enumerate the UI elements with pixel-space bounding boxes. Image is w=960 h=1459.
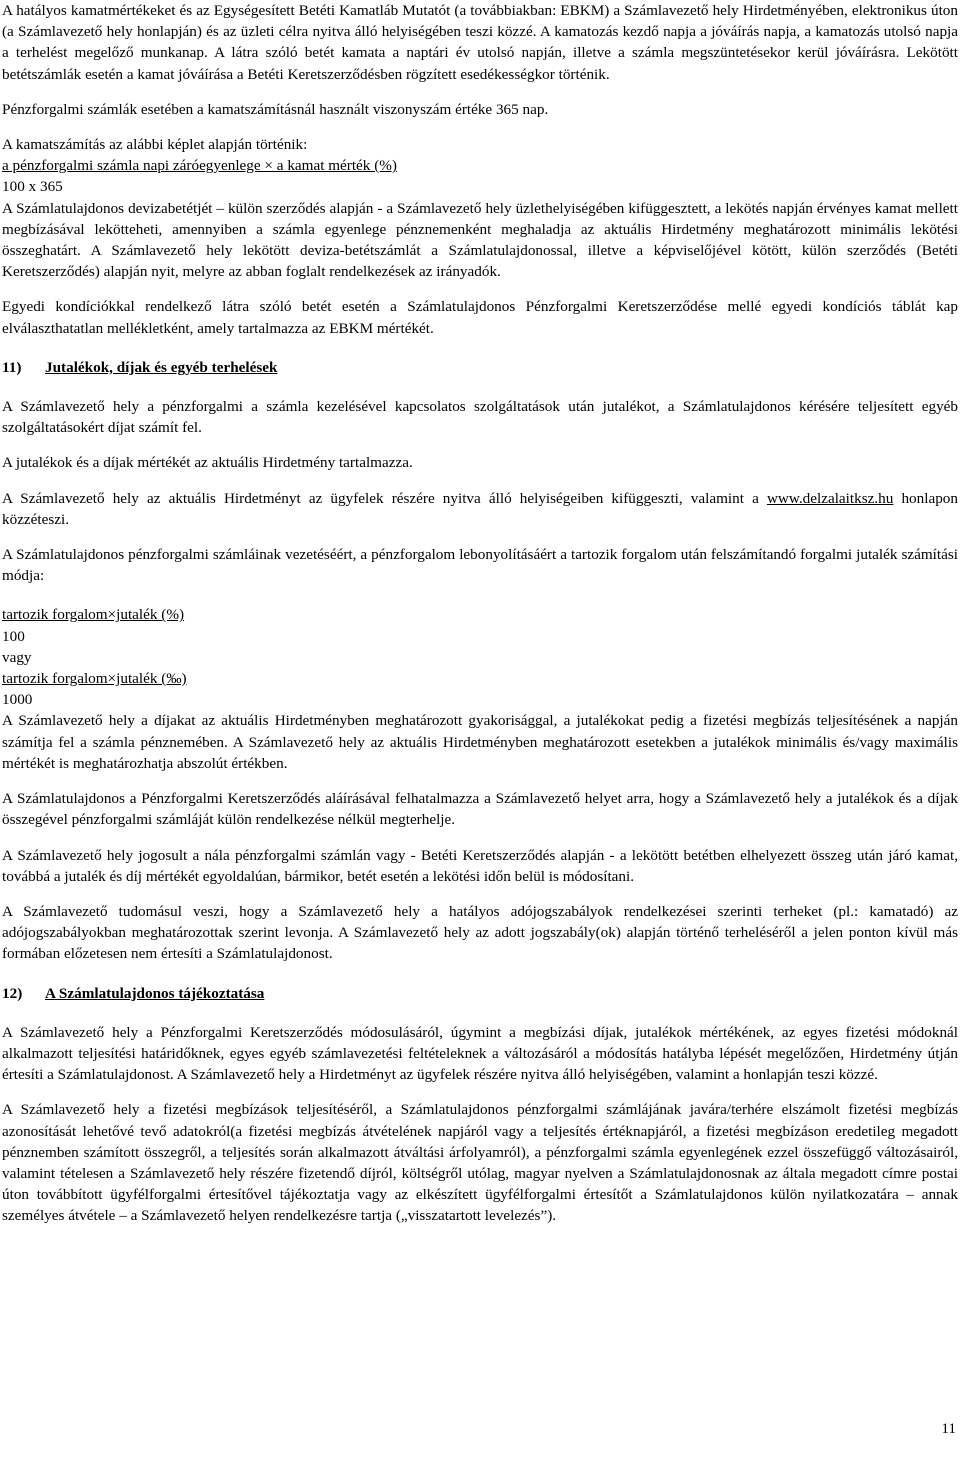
formula-line-100: 100 — [2, 627, 25, 645]
paragraph-fees-announcement: A jutalékok és a díjak mértékét az aktuális Hirdetmény tartalmazza. — [2, 454, 413, 472]
paragraph-authorization: A Számlatulajdonos a Pénzforgalmi Keretszerződés aláírásával felhatalmazza a Számlavezető helyet arra, hogy a Számlavezető hely a jutalékok és a díjak összegével pénzforgalmi számláját külön rendelkezése nélkül megterhelje. — [2, 790, 958, 829]
paragraph-statements: A Számlavezető hely a fizetési megbízások teljesítéséről, a Számlatulajdonos pénzforgalmi számlájának javára/terhére elszámolt fizetési megbízás azonosítását lehetővé tevő adatokról(a fizetési megbízás átvételének napjáról vagy a teljesítés értéknapjáról, a fizetési megbízáson eredetileg megadott pénznemben számított összegről, a teljesítés során alkalmazott átváltási árfolyamról), a pénzforgalmi számla egyenlegének ezzel összefüggő változásairól, valamint tételesen a Számlavezető hely részére fizetendő díjról, költségről utólag, magyar nyelven a Számlatulajdonosnak az általa megadott címre postai úton továbbított ügyfélforgalmi értesítővel tájékoztatja vagy az elkészített ügyfélforgalmi értesítőt a Számlatulajdonos külön nyilatkozatára – annak személyes átvétele – a Számlavezető helyen rendelkezésre tartja („visszatartott levelezés”). — [2, 1101, 958, 1225]
paragraph-text: honlapon közzéteszi. — [2, 489, 958, 528]
paragraph-text: A Számlavezető hely az aktuális Hirdetményt az ügyfelek részére nyitva álló helyiségeiben kifüggeszti, valamint a — [2, 489, 767, 507]
commission-formula — [2, 604, 958, 710]
interest-formula — [2, 155, 958, 197]
formula-line-percent: tartozik forgalom×jutalék (%) — [2, 606, 185, 624]
section-heading-11 — [2, 357, 958, 378]
paragraph-commission: A Számlavezető hely a pénzforgalmi a számla kezelésével kapcsolatos szolgáltatások után jutalékot, a Számlatulajdonos kérésére teljesített egyéb szolgáltatásokért díjat számít fel. — [2, 398, 958, 437]
page-number: 11 — [941, 1420, 956, 1437]
paragraph-tax: A Számlavezető tudomásul veszi, hogy a Számlavezető hely a hatályos adójogszabályok rendelkezései szerinti terheket (pl.: kamatadó) az adójogszabályokban meghatározottak szerint levonja. A Számlavezető hely az adott jogszabály(ok) alapján történő terheléséről a jelen ponton kívül más formában előzetesen nem értesíti a Számlatulajdonost. — [2, 902, 958, 963]
website-link[interactable]: www.delzalaitksz.hu — [766, 489, 894, 507]
paragraph-individual-conditions: Egyedi kondíciókkal rendelkező látra szóló betét esetén a Számlatulajdonos Pénzforgalmi Keretszerződése mellé egyedi kondíciós táblát kap elválaszthatatlan mellékletként, amely tartalmazza az EBKM mértékét. — [2, 298, 958, 337]
section-title: Jutalékok, díjak és egyéb terhelések — [45, 358, 278, 376]
formula-line-or: vagy — [2, 648, 32, 666]
paragraph-interest-rates: A hatályos kamatmértékeket és az Egységesített Betéti Kamatláb Mutatót (a továbbiakban: EBKM) a Számlavezető hely Hirdetményében, elektronikus úton (a Számlavezető hely honlapján) és az üzleti célra nyitva álló helyiségében teszi közzé. A kamatozás kezdő napja a jóváírás napja, a kamatozás utolsó napja a terhelést megelőző munkanap. A látra szóló betét kamata a naptári év utolsó napján, illetve a számla megszüntetésekor kerül jóváírásra. Lekötött betétszámlák esetén a kamat jóváírása a Betéti Keretszerződésben rögzített esedékességkor történik. — [2, 2, 958, 83]
document-body — [2, 0, 958, 1227]
paragraph-unilateral-change: A Számlavezető hely jogosult a nála pénzforgalmi számlán vagy - Betéti Keretszerződés alapján - a lekötött betétben elhelyezett összeg után járó kamat, továbbá a jutalék és díj mértékét egyoldalúan, bármikor, betét esetén a lekötési időn belül is módosítani. — [2, 846, 958, 885]
formula-denominator: 100 x 365 — [2, 178, 63, 196]
paragraph-formula-intro: A kamatszámítás az alábbi képlet alapján történik: — [2, 136, 308, 154]
formula-numerator: a pénzforgalmi számla napi záróegyenlege × a kamat mérték (%) — [2, 157, 397, 175]
paragraph-announcement-publication — [2, 488, 958, 530]
paragraph-turnover-commission: A Számlatulajdonos pénzforgalmi számláinak vezetéséért, a pénzforgalom lebonyolításáért a tartozik forgalom után felszámítandó forgalmi jutalék számítási módja: — [2, 546, 958, 585]
paragraph-fee-frequency: A Számlavezető hely a díjakat az aktuális Hirdetményben meghatározott gyakorisággal, a jutalékokat pedig a fizetési megbízás teljesítésének a napján számítja fel a számla pénznemében. A Számlavezető hely az aktuális Hirdetményben meghatározott esetekben a jutalékok minimális és/vagy maximális mértékét is meghatározhatja abszolút értékben. — [2, 712, 958, 772]
paragraph-contract-modification: A Számlavezető hely a Pénzforgalmi Keretszerződés módosulásáról, úgymint a megbízási díjak, jutalékok mértékének, az egyes fizetési módoknál alkalmazott teljesítési határidőknek, egyes egyéb számlavezetési feltételeknek a változásáról a módosítás hatályba lépését megelőzően, Hirdetmény útján értesíti a Számlatulajdonost. A Számlavezető hely a Hirdetményt az ügyfelek részére nyitva álló helyiségében, valamint a honlapján teszi közzé. — [2, 1023, 958, 1084]
section-number: 12) — [2, 984, 23, 1002]
section-title: A Számlatulajdonos tájékoztatása — [45, 984, 265, 1002]
paragraph-day-count: Pénzforgalmi számlák esetében a kamatszámításnál használt viszonyszám értéke 365 nap. — [2, 100, 549, 118]
paragraph-foreign-currency-deposit: A Számlatulajdonos devizabetétjét – külön szerződés alapján - a Számlavezető hely üzlethelyiségében kifüggesztett, a lekötés napján érvényes kamat mellett megbízásával lekötteheti, amennyiben a számla egyenlege pénznemenként meghaladja az aktuális Hirdetmény meghatározott minimális lekötési összeghatárt. A Számlavezető hely lekötött deviza-betétszámlát a Számlatulajdonossal, illetve a képviselőjével kötött, külön szerződés (Betéti Keretszerződés) alapján nyit, melyre az abban foglalt rendelkezések az irányadók. — [2, 199, 958, 281]
section-number: 11) — [2, 358, 22, 376]
formula-line-permille: tartozik forgalom×jutalék (‰) — [2, 670, 187, 688]
section-heading-12 — [2, 983, 958, 1004]
formula-line-1000: 1000 — [2, 691, 33, 709]
